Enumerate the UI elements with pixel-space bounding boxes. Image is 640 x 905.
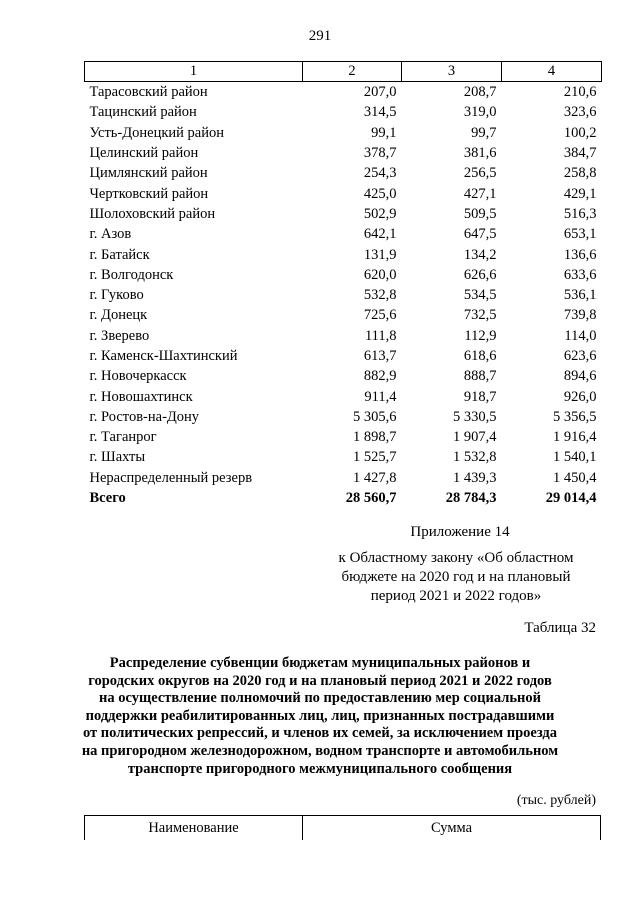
row-name-cell: г. Зверево [89,327,150,344]
row-name-cell: Нераспределенный резерв [89,469,253,486]
table-row [85,326,602,346]
value-cell-2020: 254,3 [363,165,397,182]
heading-line: Распределение субвенции бюджетам муниципальных районов и [109,655,531,671]
value-cell-2022: 100,2 [563,124,597,141]
table-row [85,407,602,427]
value-cell-2020: 911,4 [364,388,397,405]
row-name-cell: Целинский район [89,145,199,162]
table-row [85,386,602,406]
value-cell-2021: 626,6 [463,266,497,283]
value-cell-2021: 134,2 [463,246,497,263]
table-row [85,468,602,488]
column-header-name: Наименование [85,816,303,841]
value-cell-2020: 1 898,7 [353,429,397,446]
value-cell-2022: 323,6 [563,104,597,121]
row-name-cell: г. Каменск-Шахтинский [89,348,238,364]
table-row [85,427,602,447]
heading-line: на пригородном железнодорожном, водном транспорте и автомобильном [81,742,559,759]
value-cell-2021: 5 330,5 [453,408,497,425]
value-cell-2020: 111,8 [364,327,397,344]
table-number-label: Таблица 32 [524,620,596,636]
row-name-cell: Цимлянский район [89,165,208,182]
value-cell-2021: 28 784,3 [445,490,497,507]
appendix-reference [310,549,602,606]
value-cell-2020: 5 305,6 [353,408,397,425]
table-heading [70,655,570,778]
units-label: (тыс. рублей) [516,793,596,808]
value-cell-2021: 427,1 [463,185,497,202]
column-header: 2 [303,62,402,82]
row-name-cell: Всего [89,490,126,507]
row-name-cell: г. Азов [89,226,132,243]
value-cell-2022: 739,8 [563,307,597,324]
heading-line: на осуществление полномочий по предоставлению мер социальной [99,690,541,707]
heading-line: транспорте пригородного межмуниципального сообщения [127,760,513,777]
value-cell-2021: 509,5 [463,205,497,222]
table-row [85,265,602,285]
column-header: 4 [502,62,602,82]
value-cell-2022: 258,8 [563,165,597,182]
row-name-cell: Шолоховский район [89,205,216,222]
value-cell-2020: 378,7 [363,145,397,162]
value-cell-2022: 1 540,1 [553,449,597,466]
value-cell-2020: 28 560,7 [345,490,397,507]
table-row [85,123,602,143]
value-cell-2020: 131,9 [363,246,397,263]
heading-line: поддержки реабилитированных лиц, лиц, признанных пострадавшими [85,707,555,724]
value-cell-2021: 1 439,3 [453,469,497,486]
value-cell-2021: 534,5 [463,287,497,304]
table-row [85,183,602,203]
value-cell-2020: 502,9 [363,205,397,222]
value-cell-2021: 256,5 [463,165,497,182]
value-cell-2022: 29 014,4 [545,490,597,507]
value-cell-2020: 1 427,8 [353,469,397,486]
page-number: 291 [308,28,332,44]
table-row [85,224,602,244]
appendix-title: Приложение 14 [410,524,510,540]
appendix-line: период 2021 и 2022 годов» [370,588,542,604]
row-name-cell: Усть-Донецкий район [89,124,224,141]
appendix-line: бюджете на 2020 год и на плановый [341,569,571,585]
value-cell-2020: 1 525,7 [353,449,397,466]
table-row [85,163,602,183]
table-row [85,366,602,386]
value-cell-2021: 647,5 [463,226,497,243]
table-row [85,447,602,467]
value-cell-2020: 725,6 [363,307,397,324]
value-cell-2022: 926,0 [563,388,597,405]
value-cell-2021: 618,6 [463,348,497,364]
value-cell-2022: 516,3 [563,205,597,222]
value-cell-2022: 210,6 [563,84,597,101]
value-cell-2021: 208,7 [463,84,497,101]
budget-table [84,61,602,508]
table-total-row [85,488,602,508]
column-header: 1 [85,62,303,82]
value-cell-2020: 620,0 [363,266,397,283]
appendix-line: к Областному закону «Об областном [338,550,574,566]
table-row [85,204,602,224]
value-cell-2022: 633,6 [563,266,597,283]
row-name-cell: г. Гуково [89,287,144,304]
table-header-row [85,62,602,82]
value-cell-2021: 1 532,8 [453,449,497,466]
heading-line: городских округов на 2020 год и на плановый период 2021 и 2022 годов [88,672,552,689]
row-name-cell: г. Донецк [89,307,148,324]
value-cell-2022: 653,1 [563,226,597,243]
table-row [85,285,602,305]
row-name-cell: г. Волгодонск [89,266,174,283]
value-cell-2021: 732,5 [463,307,497,324]
row-name-cell: Тацинский район [89,104,197,121]
value-cell-2020: 642,1 [363,226,397,243]
value-cell-2022: 114,0 [564,327,597,344]
column-header-sum: Сумма [303,816,601,841]
row-name-cell: г. Новошахтинск [89,388,193,405]
value-cell-2022: 623,6 [563,348,597,364]
value-cell-2022: 136,6 [563,246,597,263]
row-name-cell: Чертковский район [89,185,209,202]
value-cell-2021: 319,0 [463,104,497,121]
value-cell-2020: 425,0 [363,185,397,202]
table-row [85,305,602,325]
column-header: 3 [402,62,502,82]
value-cell-2022: 384,7 [563,145,597,162]
value-cell-2020: 99,1 [371,124,397,141]
table-header-row [85,816,601,841]
value-cell-2020: 613,7 [363,348,397,364]
table-row [85,102,602,122]
row-name-cell: Тарасовский район [89,84,208,101]
value-cell-2022: 536,1 [563,287,597,304]
value-cell-2020: 532,8 [363,287,397,304]
value-cell-2022: 1 916,4 [553,429,597,446]
value-cell-2021: 918,7 [463,388,497,405]
row-name-cell: г. Шахты [89,449,146,466]
value-cell-2022: 894,6 [563,368,597,385]
value-cell-2021: 112,9 [464,327,497,344]
table-row [85,143,602,163]
subvention-table [84,815,601,840]
row-name-cell: г. Новочеркасск [89,368,187,385]
value-cell-2021: 1 907,4 [453,429,497,446]
value-cell-2020: 207,0 [363,84,397,101]
value-cell-2021: 99,7 [471,124,497,141]
value-cell-2022: 1 450,4 [553,469,597,486]
row-name-cell: г. Таганрог [89,429,157,446]
value-cell-2020: 314,5 [363,104,397,121]
row-name-cell: г. Батайск [89,246,150,263]
value-cell-2022: 5 356,5 [553,408,597,425]
heading-line: от политических репрессий, и членов их семей, за исключением проезда [82,725,557,742]
table-row [85,346,602,366]
value-cell-2021: 381,6 [463,145,497,162]
value-cell-2022: 429,1 [563,185,597,202]
row-name-cell: г. Ростов-на-Дону [89,408,200,425]
value-cell-2021: 888,7 [463,368,497,385]
value-cell-2020: 882,9 [363,368,397,385]
table-row [85,244,602,264]
table-row [85,82,602,103]
